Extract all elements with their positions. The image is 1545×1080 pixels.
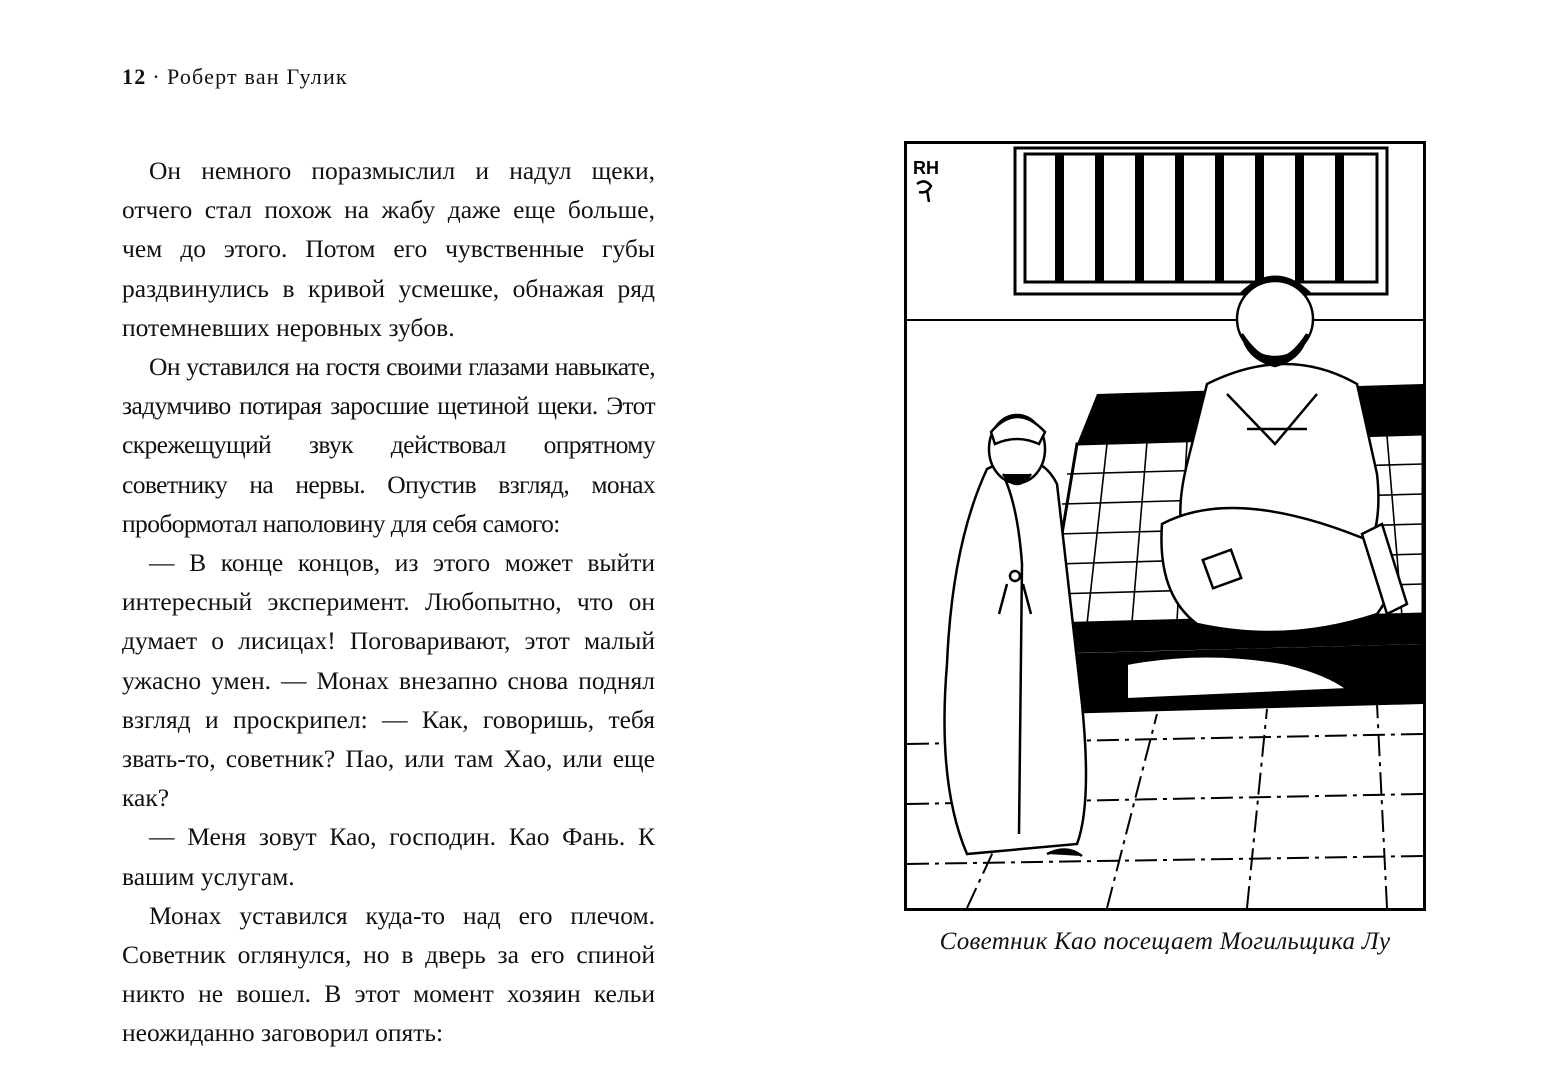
window-lattice <box>1015 148 1387 294</box>
illustration-caption: Советник Као посещает Могильщика Лу <box>939 928 1391 955</box>
author-name: Роберт ван Гулик <box>166 64 348 89</box>
paragraph: Он уставился на гостя своими глазами навыкате, задумчиво потирая заросшие щетиной щеки. Этот скрежещущий звук действовал опрятному советнику на нервы. Опустив взгляд, монах пробормотал наполовину для себя самого: <box>122 352 655 538</box>
artist-monogram <box>913 158 939 202</box>
paragraph: — В конце концов, из этого может выйти интересный эксперимент. Любопытно, что он думает о лисицах! Поговаривают, этот малый ужасно умен. — Монах внезапно снова поднял взгляд и проскрипел: — Как, говоришь, тебя звать-то, советник? Пао, или там Хао, или еще как? <box>122 548 655 813</box>
header-separator: · <box>152 64 161 89</box>
seated-figure <box>1161 278 1407 632</box>
page-number: 12 <box>122 64 147 89</box>
running-head <box>122 64 348 90</box>
svg-text:RH: RH <box>913 158 939 178</box>
paragraph: Он немного поразмыслил и надул щеки, отчего стал похож на жабу даже еще больше, чем до этого. Потом его чувственные губы раздвинулись в кривой усмешке, обнажая ряд потемневших неровных зубов. <box>122 156 655 342</box>
illustration <box>904 141 1426 911</box>
standing-figure <box>945 415 1087 856</box>
paragraph: Монах уставился куда-то над его плечом. Советник оглянулся, но в дверь за его спиной никто не вошел. В этот момент хозяин кельи неожиданно заговорил опять: <box>122 900 655 1048</box>
ink-drawing <box>907 144 1423 908</box>
paragraph: — Меня зовут Као, господин. Као Фань. К вашим услугам. <box>122 822 655 891</box>
body-text <box>122 151 655 1053</box>
